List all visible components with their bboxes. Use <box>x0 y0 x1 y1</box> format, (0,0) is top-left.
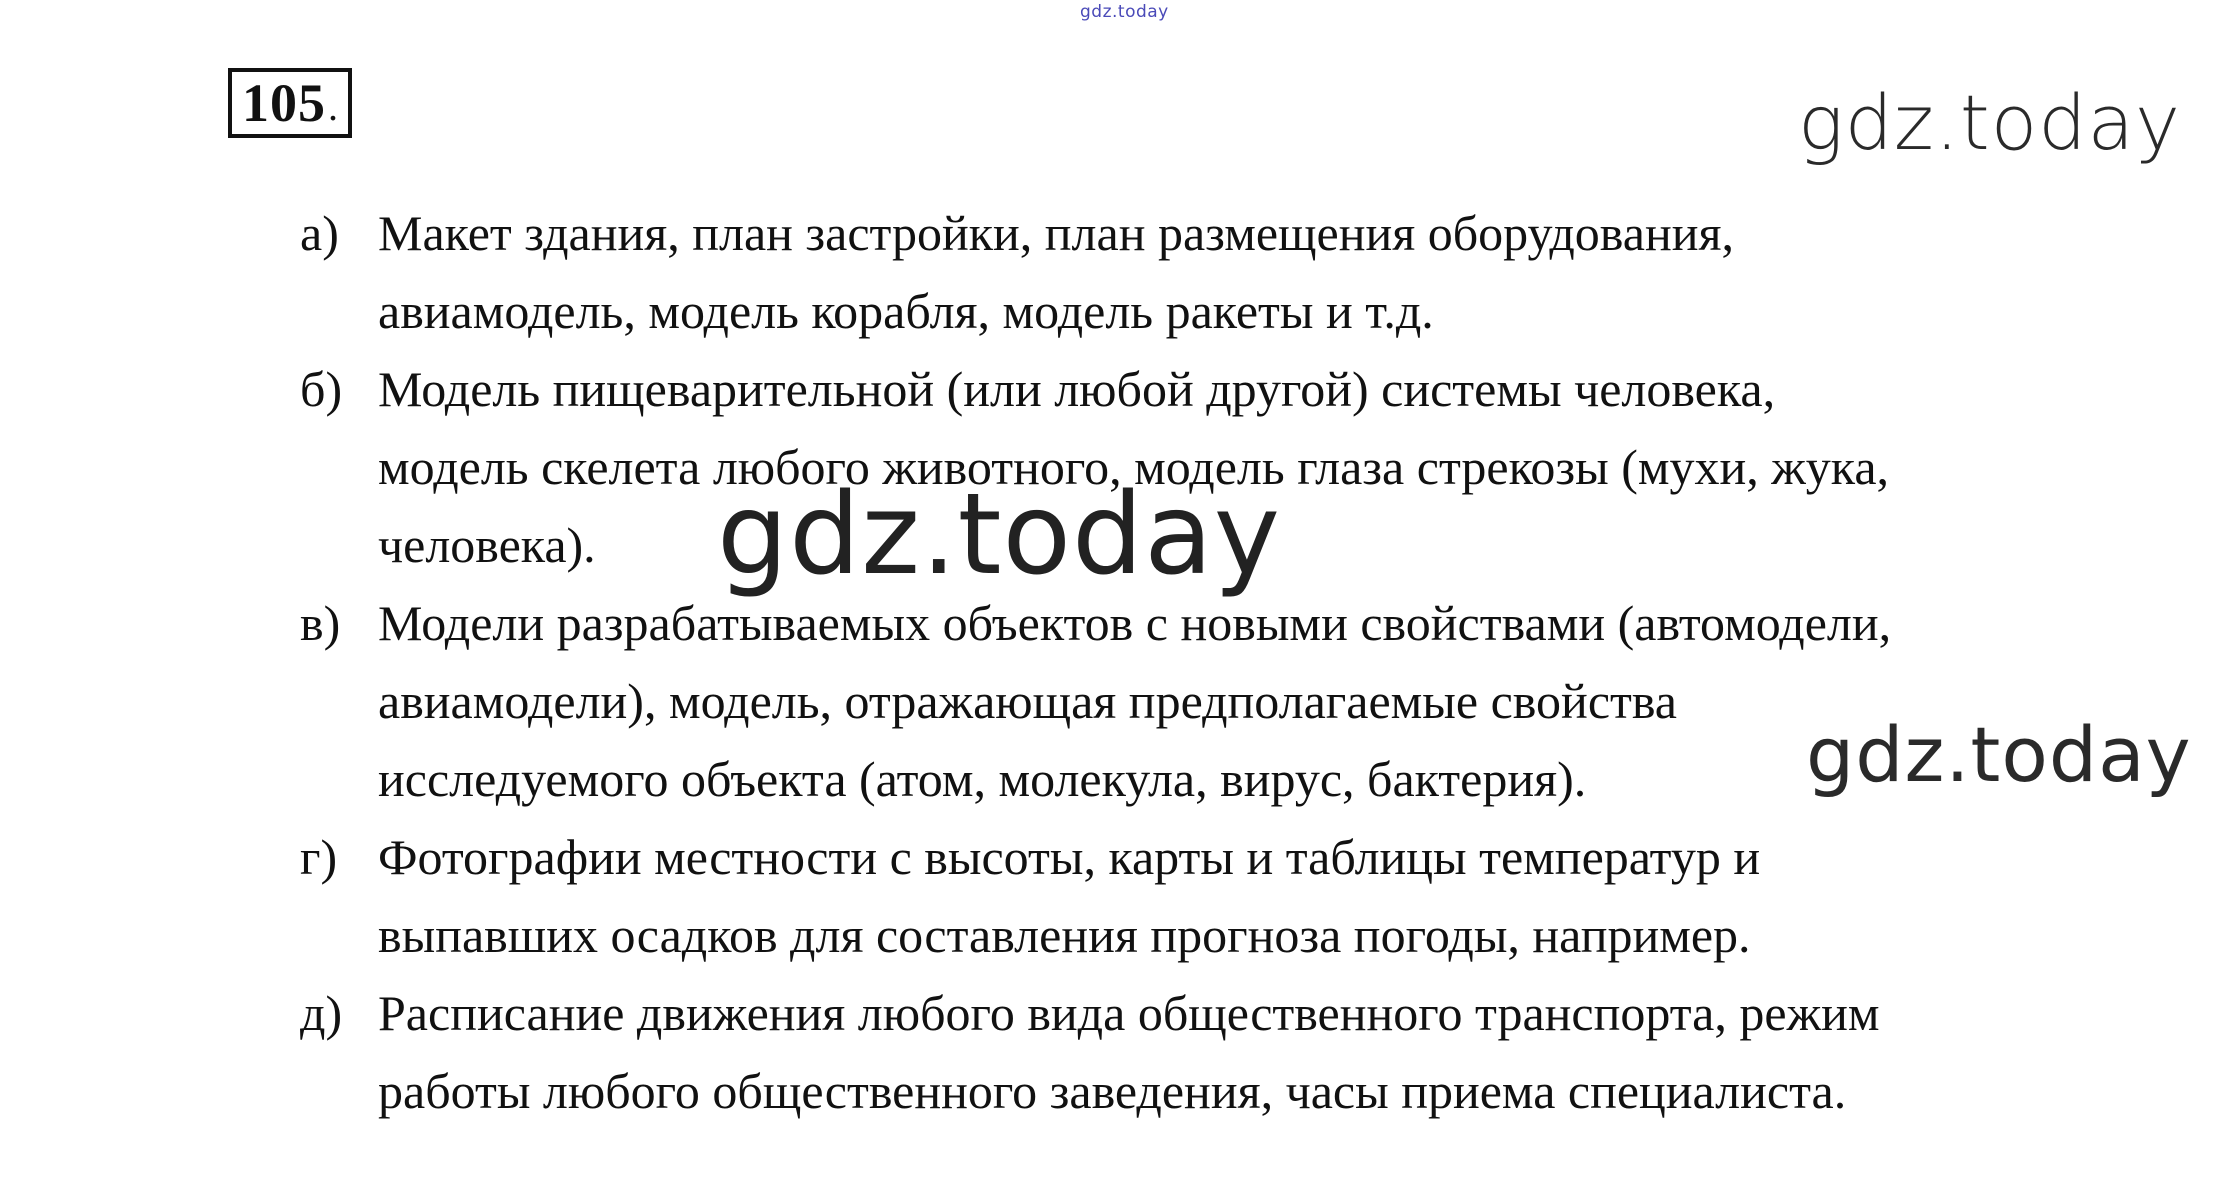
answer-text: Фотографии местности с высоты, карты и таблицы температур и выпавших осадков для составления прогноза погоды, например. <box>378 829 1761 963</box>
answer-list <box>300 194 2200 1130</box>
answer-text: Модели разрабатываемых объектов с новыми свойствами (автомодели, авиамодели), модель, отражающая предполагаемые свойства исследуемого объекта (атом, молекула, вирус, бактерия). <box>378 595 1892 807</box>
answer-marker: а) <box>300 205 339 261</box>
answer-text: Расписание движения любого вида общественного транспорта, режим работы любого общественного заведения, часы приема специалиста. <box>378 985 1880 1119</box>
top-watermark: gdz.today <box>1080 2 1169 22</box>
answer-item-g <box>300 818 2200 974</box>
watermark-right: gdz.today <box>1806 710 2192 799</box>
answer-item-d <box>300 974 2200 1130</box>
answer-marker: в) <box>300 595 341 651</box>
answer-marker: г) <box>300 829 338 885</box>
watermark-middle: gdz.today <box>717 470 1282 600</box>
task-number-box <box>228 68 352 138</box>
task-number-suffix: . <box>328 84 338 129</box>
answer-marker: б) <box>300 361 343 417</box>
task-number: 105 <box>242 73 326 133</box>
answer-item-a <box>300 194 2200 350</box>
answer-text: Макет здания, план застройки, план размещения оборудования, авиамодель, модель корабля, модель ракеты и т.д. <box>378 205 1734 339</box>
answer-text: Модель пищеварительной (или любой другой) системы человека, модель скелета любого животного, модель глаза стрекозы (мухи, жука, человека). <box>378 361 1890 573</box>
watermark-top-right: gdz.today <box>1798 78 2181 167</box>
answer-marker: д) <box>300 985 343 1041</box>
